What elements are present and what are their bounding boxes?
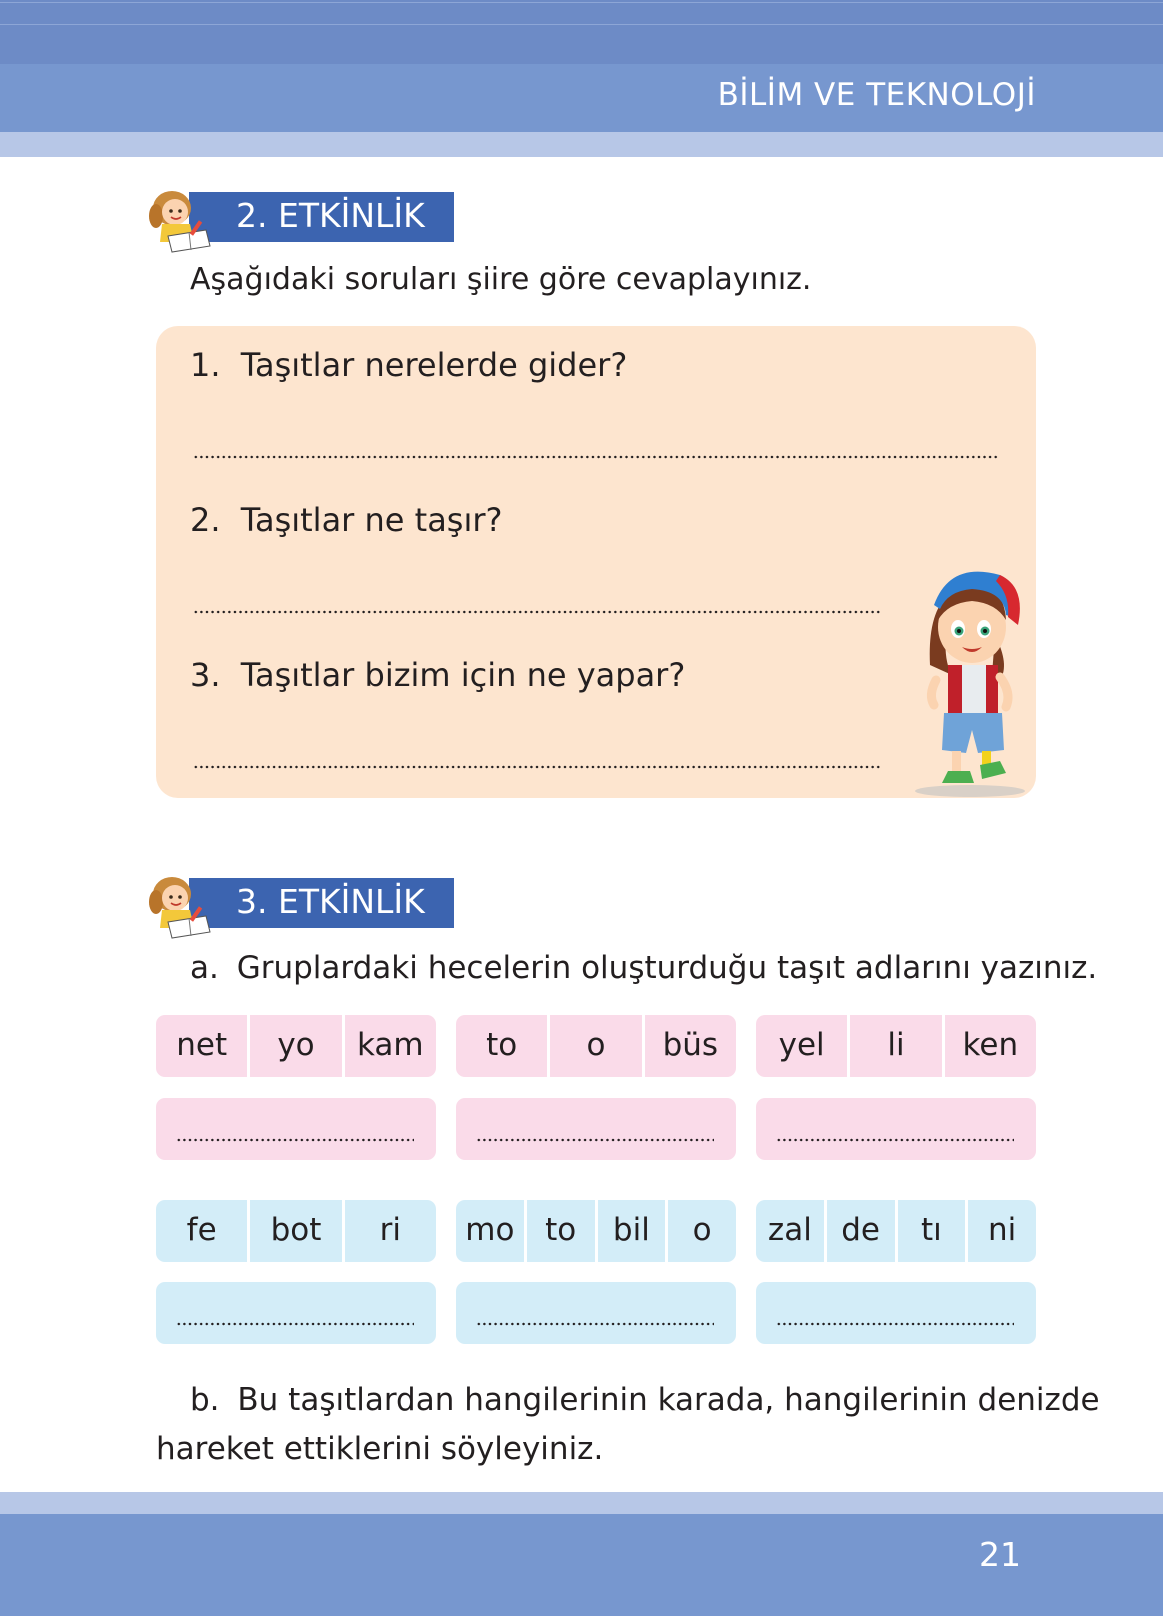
header-top-band <box>0 0 1163 64</box>
syllable-group <box>156 1015 436 1077</box>
syllable: net <box>156 1015 250 1077</box>
question-text: Taşıtlar bizim için ne yapar? <box>240 656 686 694</box>
question-number: 3. <box>190 656 221 694</box>
answer-box[interactable] <box>756 1282 1036 1344</box>
syllable: o <box>550 1015 644 1077</box>
syllable-group <box>756 1015 1036 1077</box>
question-1 <box>190 346 627 384</box>
question-text: Taşıtlar ne taşır? <box>240 501 503 539</box>
answer-line <box>476 1322 714 1326</box>
syllable: bot <box>250 1200 344 1262</box>
badge-label: 2. ETKİNLİK <box>236 196 425 235</box>
syllable: yel <box>756 1015 850 1077</box>
activity-3-part-b-line-2: hareket ettiklerini söyleyiniz. <box>156 1431 604 1467</box>
page-title: BİLİM VE TEKNOLOJİ <box>717 77 1036 113</box>
answer-box[interactable] <box>456 1098 736 1160</box>
answer-line <box>476 1138 714 1142</box>
footer-light-band <box>0 1492 1163 1514</box>
answer-box[interactable] <box>156 1282 436 1344</box>
reading-girl-icon <box>142 872 220 942</box>
answer-box[interactable] <box>456 1282 736 1344</box>
part-letter: b. <box>190 1382 220 1418</box>
part-text: Gruplardaki hecelerin oluşturduğu taşıt adlarını yazınız. <box>236 950 1098 986</box>
reading-girl-icon <box>142 186 220 256</box>
activity-3-part-a <box>190 950 1097 986</box>
header-light-band <box>0 132 1163 157</box>
girl-with-cap-icon <box>900 565 1040 800</box>
part-letter: a. <box>190 950 219 986</box>
syllable: ni <box>987 1212 1017 1248</box>
syllable-group <box>456 1015 736 1077</box>
header-stripe <box>0 24 1163 25</box>
syllable-group <box>756 1200 1036 1262</box>
syllable: to <box>527 1200 598 1262</box>
activity-3-badge <box>142 872 454 928</box>
syllable: fe <box>156 1200 250 1262</box>
syllable: ri <box>379 1212 401 1248</box>
syllable: o <box>692 1212 712 1248</box>
question-text: Taşıtlar nerelerde gider? <box>240 346 628 384</box>
page-number: 21 <box>979 1535 1021 1574</box>
syllable: mo <box>456 1200 527 1262</box>
activity-2-badge <box>142 186 454 242</box>
answer-line-2[interactable] <box>193 610 881 614</box>
syllable: li <box>850 1015 944 1077</box>
syllable-group <box>456 1200 736 1262</box>
activity-2-instruction: Aşağıdaki soruları şiire göre cevaplayınız. <box>190 262 812 297</box>
syllable: to <box>456 1015 550 1077</box>
activity-3-part-b-line-1 <box>190 1382 1100 1418</box>
syllable: bil <box>598 1200 669 1262</box>
answer-line-3[interactable] <box>193 765 881 769</box>
question-number: 1. <box>190 346 221 384</box>
syllable: tı <box>898 1200 969 1262</box>
answer-box[interactable] <box>156 1098 436 1160</box>
badge-label: 3. ETKİNLİK <box>236 882 425 921</box>
syllable: büs <box>662 1027 719 1063</box>
header-stripe <box>0 2 1163 3</box>
answer-line <box>176 1322 414 1326</box>
question-number: 2. <box>190 501 221 539</box>
syllable: ken <box>962 1027 1019 1063</box>
answer-line <box>176 1138 414 1142</box>
part-text: Bu taşıtlardan hangilerinin karada, hangilerinin denizde <box>237 1382 1100 1418</box>
answer-line <box>776 1322 1014 1326</box>
question-3 <box>190 656 685 694</box>
question-2 <box>190 501 503 539</box>
syllable: zal <box>756 1200 827 1262</box>
syllable: kam <box>357 1027 424 1063</box>
answer-line-1[interactable] <box>193 455 998 459</box>
syllable-group <box>156 1200 436 1262</box>
syllable: de <box>827 1200 898 1262</box>
answer-line <box>776 1138 1014 1142</box>
syllable: yo <box>250 1015 344 1077</box>
answer-box[interactable] <box>756 1098 1036 1160</box>
